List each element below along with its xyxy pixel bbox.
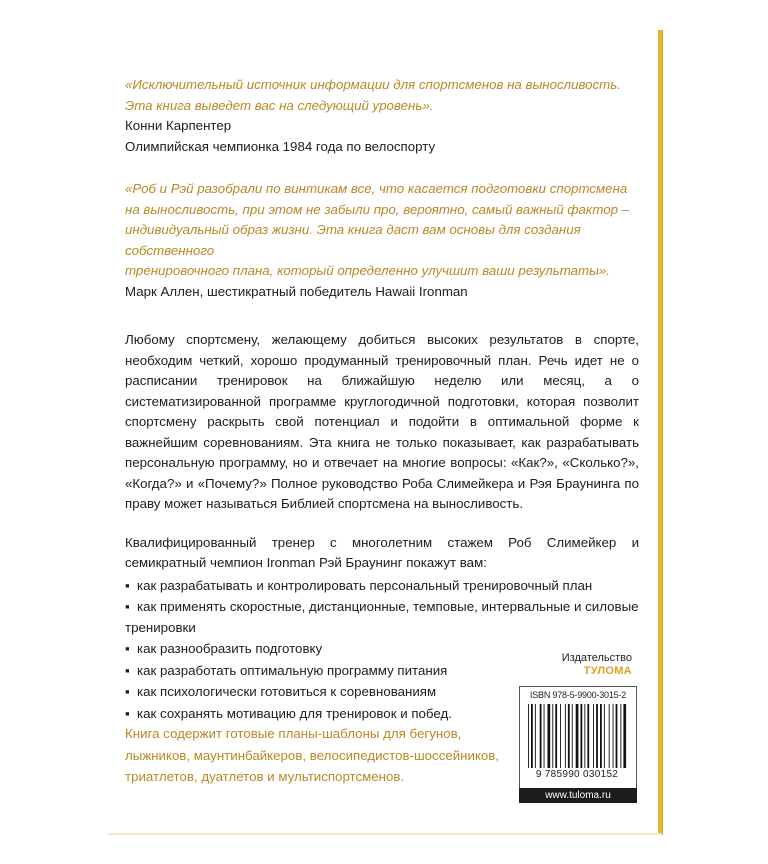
list-item (125, 576, 639, 597)
bullet-icon: ▪ (125, 705, 130, 721)
quote-author: Конни Карпентер (125, 118, 232, 133)
description-paragraph: Любому спортсмену, желающему добиться высоких результатов в спорте, необходим четкий, хорошо продуманный тренировочный план. Речь идет не о расписании тренировок на ближайшую неделю или месяц, а о систематизированной программе круглогодичной подготовки, которая позволит спортсмену раскрыть свой потенциал и подойти в оптимальной форме к важнейшим соревнованиям. Эта книга не только показывает, как разрабатывать персональную программу, но и отвечает на многие вопросы: «Как?», «Сколько?», «Когда?» и «Почему?» Полное руководство Роба Слимейкера и Рэя Браунинга по праву может называться Библией спортсмена на выносливость. (125, 332, 639, 511)
list-item-text: как применять скоростные, дистанционные, темповые, интервальные и силовые тренировки (125, 599, 639, 635)
quote-line: «Исключительный источник информации для спортсменов на выносливость. (125, 77, 621, 92)
bullet-icon: ▪ (125, 599, 130, 614)
publisher-label: Издательство (561, 652, 632, 664)
quote-line: Эта книга выведет вас на следующий уровень». (125, 97, 434, 113)
publisher-website: www.tuloma.ru (519, 788, 637, 803)
bullet-icon: ▪ (125, 577, 130, 593)
list-item-text: как психологически готовиться к соревнованиям (137, 684, 437, 699)
quote-author: Марк Аллен, шестикратный победитель Hawaii Ironman (125, 283, 468, 299)
bullet-icon: ▪ (125, 641, 130, 656)
barcode-number: 9 785990 030152 (535, 769, 619, 780)
list-item-text: как разработать оптимальную программу питания (137, 662, 448, 678)
list-item-text: как сохранять мотивацию для тренировок и побед. (137, 705, 452, 721)
list-item (125, 597, 639, 638)
barcode-box (519, 686, 637, 791)
isbn-text: ISBN 978-5-9900-3015-2 (529, 690, 627, 700)
quote-line: на выносливость, при этом не забыли про, вероятно, самый важный фактор – (125, 201, 630, 217)
cover-edge (108, 833, 662, 835)
coaches-intro: Квалифицированный тренер с многолетним стажем Роб Слимейкер и семикратный чемпион Ironman Рэй Браунинг покажут вам: (125, 534, 639, 570)
quote-author-desc: Олимпийская чемпионка 1984 года по велоспорту (125, 138, 436, 154)
quote-line: тренировочного плана, который определенно улучшит ваши результаты». (125, 263, 611, 278)
book-back-cover (108, 30, 662, 835)
quote-line: индивидуальный образ жизни. Эта книга даст вам основы для создания собственного (125, 222, 581, 258)
list-item-text: как разнообразить подготовку (137, 641, 323, 656)
quote-line: «Роб и Рэй разобрали по винтикам все, что касается подготовки спортсмена (125, 181, 628, 196)
cover-text (125, 75, 639, 725)
bullet-icon: ▪ (125, 684, 130, 699)
bullet-icon: ▪ (125, 662, 130, 678)
templates-note: Книга содержит готовые планы-шаблоны для бегунов, лыжников, маунтинбайкеров, велосипедистов-шоссейников, триатлетов, дуатлетов и мультиспортсменов. (125, 726, 500, 784)
publisher-logo (522, 652, 632, 678)
quote-carpenter (125, 75, 639, 157)
quote-allen (125, 179, 639, 302)
list-item-text: как разрабатывать и контролировать персональный тренировочный план (137, 577, 593, 593)
publisher-name: ТУЛОМА (583, 665, 632, 677)
barcode-icon (528, 704, 628, 768)
